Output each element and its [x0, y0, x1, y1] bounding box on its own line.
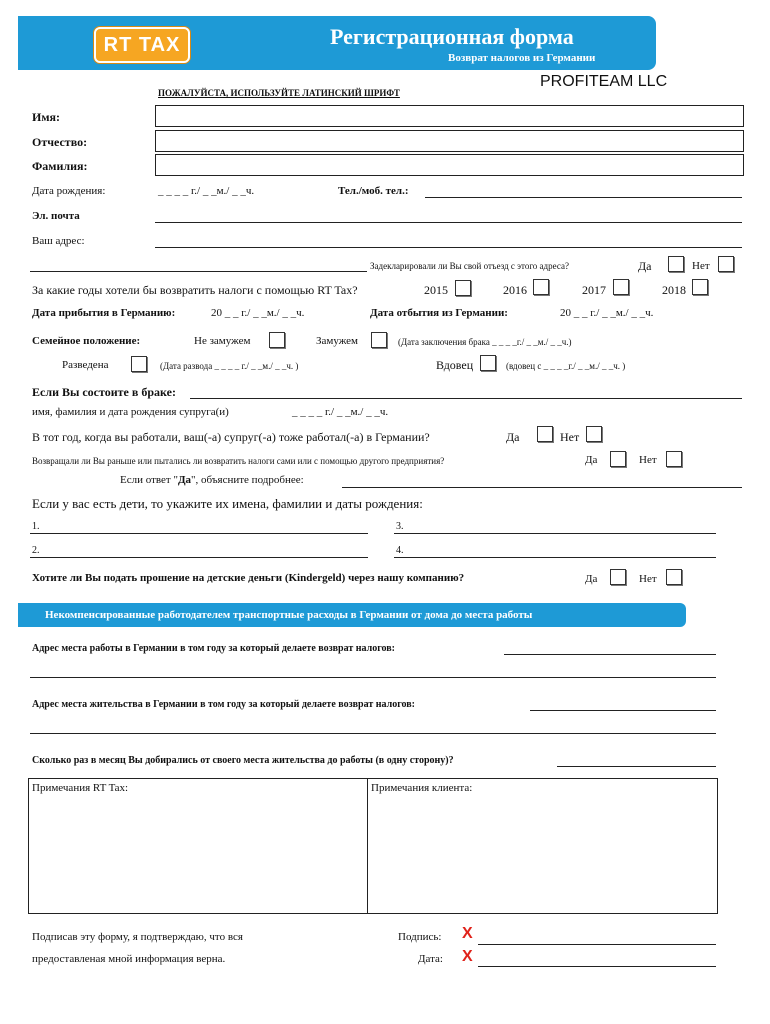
explain-suffix: ", объясните подробнее: — [191, 474, 304, 486]
form-title: Регистрационная форма — [330, 24, 574, 49]
divorced-label: Разведена — [62, 359, 109, 371]
declared-yes-checkbox[interactable] — [668, 256, 684, 272]
kindergeld-no-label: Нет — [639, 573, 657, 585]
child-4-label: 4. — [396, 545, 404, 556]
last-name-label: Фамилия: — [32, 159, 88, 173]
child-3-field[interactable] — [394, 533, 716, 534]
year-2018-label: 2018 — [662, 283, 686, 297]
child-1-label: 1. — [32, 521, 40, 532]
children-question: Если у вас есть дети, то укажите их имена, фамилии и даты рождения: — [32, 496, 423, 511]
year-2017-checkbox[interactable] — [613, 279, 629, 295]
address-label: Ваш адрес: — [32, 235, 85, 247]
previous-refund-question: Возвращали ли Вы раньше или пытались ли возвратить налоги сами или с помощью другого предприятия? — [32, 456, 445, 466]
kindergeld-yes-label: Да — [585, 573, 598, 585]
work-address-label: Адрес места работы в Германии в том году за который делаете возврат налогов: — [32, 643, 395, 654]
phone-field[interactable] — [425, 197, 742, 198]
declared-yes-label: Да — [638, 259, 652, 273]
married-checkbox[interactable] — [371, 332, 387, 348]
spouse-heading: Если Вы состоите в браке: — [32, 385, 176, 399]
patronymic-label: Отчество: — [32, 135, 88, 149]
year-2017-label: 2017 — [582, 283, 606, 297]
departure-label: Дата отбытия из Германии: — [370, 307, 508, 319]
spouse-name-label: имя, фамилия и дата рождения супруга(и) — [32, 406, 229, 418]
arrival-mask[interactable]: 20 _ _ г./ _ _м./ _ _ч. — [211, 307, 305, 319]
phone-label: Тел./моб. тел.: — [338, 185, 409, 197]
signature-label: Подпись: — [398, 931, 442, 943]
first-name-label: Имя: — [32, 110, 60, 124]
widowed-checkbox[interactable] — [480, 355, 496, 371]
declared-no-label: Нет — [692, 260, 710, 272]
first-name-field[interactable] — [155, 105, 744, 127]
declared-no-checkbox[interactable] — [718, 256, 734, 272]
widowed-label: Вдовец — [436, 358, 474, 372]
birth-date-label: Дата рождения: — [32, 185, 106, 197]
transport-banner-text: Некомпенсированные работодателем транспортные расходы в Германии от дома до места работы — [45, 609, 533, 621]
marital-label: Семейное положение: — [32, 335, 141, 347]
email-label: Эл. почта — [32, 210, 80, 222]
previous-yes-checkbox[interactable] — [610, 451, 626, 467]
kindergeld-no-checkbox[interactable] — [666, 569, 682, 585]
kindergeld-yes-checkbox[interactable] — [610, 569, 626, 585]
date-mark: X — [462, 948, 473, 965]
previous-explain-label — [120, 474, 304, 486]
year-2016-label: 2016 — [503, 283, 527, 297]
statement-line-1: Подписав эту форму, я подтверждаю, что вся — [32, 931, 243, 943]
explain-yes: Да — [177, 474, 192, 486]
statement-line-2: предоставленая мной информация верна. — [32, 953, 226, 965]
rt-tax-logo: RT TAX — [94, 27, 190, 63]
home-address-field-2[interactable] — [30, 733, 716, 734]
years-question: За какие годы хотели бы возвратить налоги с помощью RT Tax? — [32, 283, 358, 297]
year-2018-checkbox[interactable] — [692, 279, 708, 295]
previous-explain-field[interactable] — [342, 487, 742, 488]
single-label: Не замужем — [194, 335, 251, 347]
patronymic-field[interactable] — [155, 130, 744, 152]
year-2016-checkbox[interactable] — [533, 279, 549, 295]
spouse-date-mask[interactable]: _ _ _ _ г./ _ _м./ _ _ч. — [292, 406, 389, 418]
widowed-date-note: (вдовец с _ _ _ _г./ _ _м./ _ _ч. ) — [506, 361, 626, 371]
home-address-field[interactable] — [530, 710, 716, 711]
child-4-field[interactable] — [394, 557, 716, 558]
previous-yes-label: Да — [585, 454, 598, 466]
address-field[interactable] — [155, 247, 742, 248]
married-label: Замужем — [316, 335, 359, 347]
single-checkbox[interactable] — [269, 332, 285, 348]
rt-tax-notes-label: Примечания RT Tax: — [32, 782, 129, 794]
work-address-field-2[interactable] — [30, 677, 716, 678]
trips-question: Сколько раз в месяц Вы добирались от своего места жительства до работы (в одну сторону)? — [32, 755, 454, 766]
address-line-2[interactable] — [30, 271, 367, 272]
spouse-worked-no-label: Нет — [560, 430, 580, 444]
arrival-label: Дата прибытия в Германию: — [32, 307, 176, 319]
kindergeld-question: Хотите ли Вы подать прошение на детские деньги (Kindergeld) через нашу компанию? — [32, 572, 465, 584]
signature-mark: X — [462, 925, 473, 942]
last-name-field[interactable] — [155, 154, 744, 176]
year-2015-label: 2015 — [424, 283, 448, 297]
departure-mask[interactable]: 20 _ _ г./ _ _м./ _ _ч. — [560, 307, 654, 319]
spouse-worked-yes-label: Да — [506, 430, 520, 444]
spouse-worked-no-checkbox[interactable] — [586, 426, 602, 442]
work-address-field[interactable] — [504, 654, 716, 655]
explain-prefix: Если ответ " — [120, 474, 178, 486]
client-notes-label: Примечания клиента: — [371, 782, 473, 794]
signature-field[interactable] — [478, 944, 716, 945]
date-label: Дата: — [418, 953, 443, 965]
client-notes-box[interactable] — [367, 778, 718, 914]
date-field[interactable] — [478, 966, 716, 967]
email-field[interactable] — [155, 222, 742, 223]
child-2-field[interactable] — [30, 557, 368, 558]
previous-no-label: Нет — [639, 454, 657, 466]
birth-date-mask[interactable]: _ _ _ _ г./ _ _м./ _ _ч. — [158, 185, 255, 197]
spouse-worked-question: В тот год, когда вы работали, ваш(-а) супруг(-а) тоже работал(-а) в Германии? — [32, 430, 430, 444]
child-2-label: 2. — [32, 545, 40, 556]
company-name: PROFITEAM LLC — [540, 73, 668, 90]
spouse-heading-line — [190, 398, 742, 399]
previous-no-checkbox[interactable] — [666, 451, 682, 467]
declared-departure-question: Задекларировали ли Вы свой отъезд с этого адреса? — [370, 261, 569, 271]
form-subtitle: Возврат налогов из Германии — [448, 52, 596, 64]
spouse-worked-yes-checkbox[interactable] — [537, 426, 553, 442]
married-date-note: (Дата заключения брака _ _ _ _г./ _ _м./ _ _ч.) — [398, 337, 572, 347]
divorced-checkbox[interactable] — [131, 356, 147, 372]
trips-field[interactable] — [557, 766, 716, 767]
divorced-date-note: (Дата развода _ _ _ _ г./ _ _м./ _ _ч. ) — [160, 361, 299, 371]
home-address-label: Адрес места жительства в Германии в том году за который делаете возврат налогов: — [32, 699, 415, 710]
rt-tax-notes-box[interactable] — [28, 778, 368, 914]
child-1-field[interactable] — [30, 533, 368, 534]
year-2015-checkbox[interactable] — [455, 280, 471, 296]
latin-notice: ПОЖАЛУЙСТА, ИСПОЛЬЗУЙТЕ ЛАТИНСКИЙ ШРИФТ — [158, 88, 400, 98]
child-3-label: 3. — [396, 521, 404, 532]
